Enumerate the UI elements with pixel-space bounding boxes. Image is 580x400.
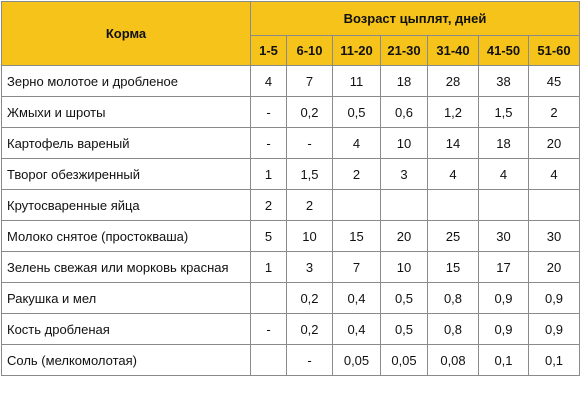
value-cell: 30 xyxy=(529,221,580,252)
value-cell: 3 xyxy=(287,252,333,283)
feed-name-cell: Зерно молотое и дробленое xyxy=(2,66,251,97)
value-cell: 1,2 xyxy=(428,97,479,128)
value-cell xyxy=(381,190,428,221)
value-cell: - xyxy=(287,345,333,376)
value-cell: 10 xyxy=(381,252,428,283)
value-cell: 3 xyxy=(381,159,428,190)
value-cell xyxy=(251,345,287,376)
table-row xyxy=(2,159,580,190)
value-cell: - xyxy=(251,128,287,159)
value-cell xyxy=(479,190,529,221)
value-cell: 0,5 xyxy=(381,283,428,314)
feed-name-cell: Ракушка и мел xyxy=(2,283,251,314)
value-cell: 0,5 xyxy=(381,314,428,345)
value-cell: 4 xyxy=(333,128,381,159)
feed-name-cell: Кость дробленая xyxy=(2,314,251,345)
value-cell: 38 xyxy=(479,66,529,97)
value-cell: 0,2 xyxy=(287,97,333,128)
value-cell: 0,6 xyxy=(381,97,428,128)
feed-ration-table xyxy=(1,1,580,376)
age-group-cell: 51-60 xyxy=(529,36,580,66)
table-row xyxy=(2,314,580,345)
value-cell: 4 xyxy=(479,159,529,190)
value-cell: 7 xyxy=(333,252,381,283)
value-cell: 30 xyxy=(479,221,529,252)
value-cell: - xyxy=(251,97,287,128)
value-cell: 0,9 xyxy=(529,314,580,345)
table-row xyxy=(2,97,580,128)
value-cell: 2 xyxy=(287,190,333,221)
table-row xyxy=(2,283,580,314)
table-row xyxy=(2,345,580,376)
value-cell xyxy=(333,190,381,221)
feed-name-cell: Крутосваренные яйца xyxy=(2,190,251,221)
value-cell: 0,9 xyxy=(479,283,529,314)
age-group-cell: 21-30 xyxy=(381,36,428,66)
value-cell: 0,5 xyxy=(333,97,381,128)
table-row xyxy=(2,66,580,97)
value-cell xyxy=(251,283,287,314)
value-cell: 1,5 xyxy=(287,159,333,190)
value-cell: 0,9 xyxy=(479,314,529,345)
value-cell: 20 xyxy=(529,128,580,159)
table-row xyxy=(2,190,580,221)
feed-name-cell: Жмыхи и шроты xyxy=(2,97,251,128)
value-cell: 1,5 xyxy=(479,97,529,128)
value-cell: 18 xyxy=(381,66,428,97)
value-cell: 15 xyxy=(428,252,479,283)
feed-column-header: Корма xyxy=(2,2,251,66)
value-cell: 15 xyxy=(333,221,381,252)
value-cell: 4 xyxy=(251,66,287,97)
value-cell: 2 xyxy=(333,159,381,190)
value-cell: - xyxy=(287,128,333,159)
value-cell: 5 xyxy=(251,221,287,252)
value-cell: 0,4 xyxy=(333,283,381,314)
value-cell: 0,05 xyxy=(333,345,381,376)
value-cell: 18 xyxy=(479,128,529,159)
age-group-header: Возраст цыплят, дней xyxy=(251,2,580,36)
value-cell: 10 xyxy=(381,128,428,159)
value-cell: 0,8 xyxy=(428,314,479,345)
value-cell: 0,05 xyxy=(381,345,428,376)
value-cell: 1 xyxy=(251,159,287,190)
value-cell: 20 xyxy=(381,221,428,252)
value-cell xyxy=(428,190,479,221)
value-cell: 10 xyxy=(287,221,333,252)
feed-name-cell: Картофель вареный xyxy=(2,128,251,159)
feed-name-cell: Творог обезжиренный xyxy=(2,159,251,190)
value-cell: 2 xyxy=(529,97,580,128)
feed-name-cell: Молоко снятое (простокваша) xyxy=(2,221,251,252)
feed-name-cell: Зелень свежая или морковь красная xyxy=(2,252,251,283)
value-cell: 17 xyxy=(479,252,529,283)
value-cell xyxy=(529,190,580,221)
value-cell: 11 xyxy=(333,66,381,97)
value-cell: 0,4 xyxy=(333,314,381,345)
value-cell: 14 xyxy=(428,128,479,159)
table-row xyxy=(2,221,580,252)
value-cell: 0,1 xyxy=(479,345,529,376)
value-cell: 20 xyxy=(529,252,580,283)
value-cell: 4 xyxy=(428,159,479,190)
value-cell: 0,2 xyxy=(287,283,333,314)
value-cell: 25 xyxy=(428,221,479,252)
age-group-cell: 41-50 xyxy=(479,36,529,66)
value-cell: 0,2 xyxy=(287,314,333,345)
age-group-cell: 6-10 xyxy=(287,36,333,66)
value-cell: 2 xyxy=(251,190,287,221)
value-cell: - xyxy=(251,314,287,345)
value-cell: 45 xyxy=(529,66,580,97)
value-cell: 28 xyxy=(428,66,479,97)
table-row xyxy=(2,252,580,283)
value-cell: 1 xyxy=(251,252,287,283)
age-group-cell: 31-40 xyxy=(428,36,479,66)
feed-name-cell: Соль (мелкомолотая) xyxy=(2,345,251,376)
value-cell: 0,1 xyxy=(529,345,580,376)
value-cell: 0,9 xyxy=(529,283,580,314)
value-cell: 0,08 xyxy=(428,345,479,376)
table-row xyxy=(2,128,580,159)
value-cell: 7 xyxy=(287,66,333,97)
value-cell: 0,8 xyxy=(428,283,479,314)
value-cell: 4 xyxy=(529,159,580,190)
age-group-cell: 1-5 xyxy=(251,36,287,66)
age-group-cell: 11-20 xyxy=(333,36,381,66)
